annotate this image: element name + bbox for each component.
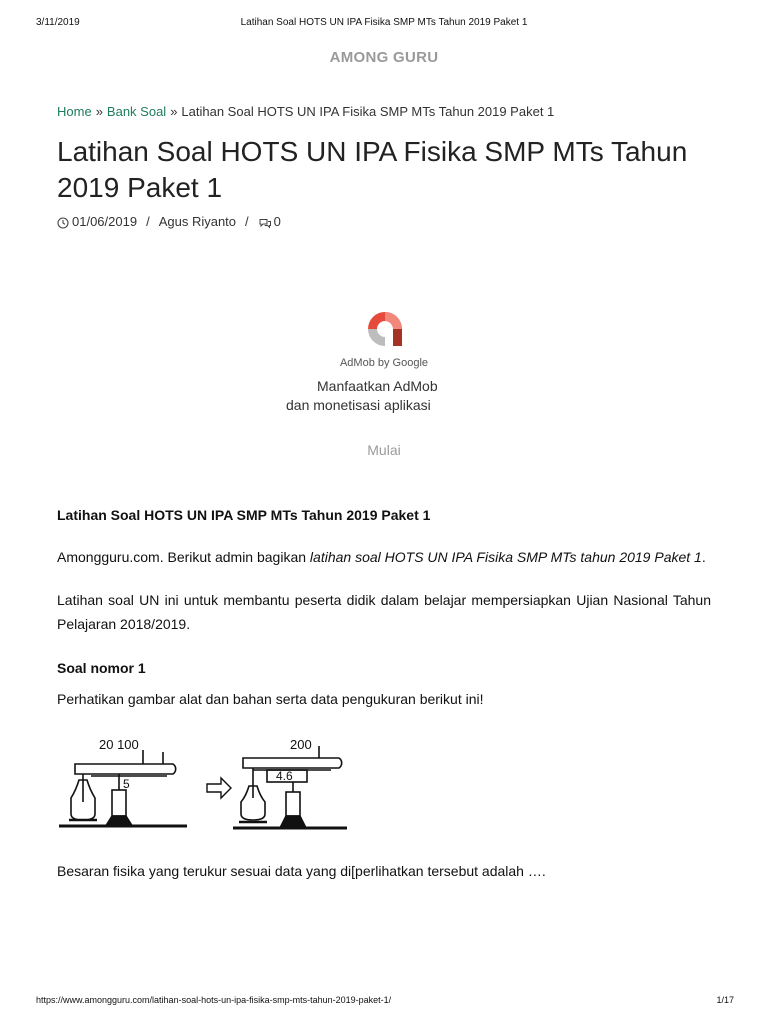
balance-illustration (57, 732, 357, 836)
breadcrumb-current: Latihan Soal HOTS UN IPA Fisika SMP MTs Tahun 2019 Paket 1 (181, 104, 555, 119)
breadcrumb-home-link[interactable]: Home (57, 104, 92, 119)
right-scale-top: 200 (290, 737, 312, 752)
meta-separator: / (245, 214, 249, 229)
print-url: https://www.amongguru.com/latihan-soal-hots-un-ipa-fisika-smp-mts-tahun-2019-paket-1/ (36, 995, 392, 1005)
print-title: Latihan Soal HOTS UN IPA Fisika SMP MTs Tahun 2019 Paket 1 (240, 17, 528, 28)
ad-banner[interactable] (0, 304, 768, 464)
soal-heading: Soal nomor 1 (57, 660, 146, 676)
meta-separator: / (146, 214, 150, 229)
article-intro (57, 545, 711, 569)
post-title: Latihan Soal HOTS UN IPA Fisika SMP MTs Tahun 2019 Paket 1 (57, 136, 688, 203)
admob-logo-icon (362, 306, 408, 357)
article-heading: Latihan Soal HOTS UN IPA SMP MTs Tahun 2019 Paket 1 (57, 507, 431, 523)
breadcrumb-separator: » (170, 104, 178, 119)
intro-italic: latihan soal HOTS UN IPA Fisika SMP MTs tahun 2019 Paket 1 (309, 549, 702, 565)
ad-subline: dan monetisasi aplikasi (286, 397, 431, 413)
print-header (0, 17, 768, 31)
print-date: 3/11/2019 (36, 17, 80, 28)
intro-end: . (701, 549, 706, 565)
question-text: Besaran fisika yang terukur sesuai data yang di[perlihatkan tersebut adalah …. (57, 863, 546, 879)
post-date[interactable]: 01/06/2019 (72, 214, 138, 229)
breadcrumb-category-link[interactable]: Bank Soal (106, 104, 167, 119)
article-content (57, 503, 711, 883)
post-author[interactable]: Agus Riyanto (158, 214, 237, 229)
comment-icon (258, 214, 272, 229)
post-meta (57, 214, 281, 229)
breadcrumb (57, 104, 554, 119)
ad-cta-button[interactable]: Mulai (367, 442, 401, 458)
page-number: 1/17 (716, 995, 734, 1005)
left-scale-top: 20 100 (99, 737, 139, 752)
right-scale-bottom: 4.6 (276, 769, 293, 783)
article-paragraph: Latihan soal UN ini untuk membantu peserta didik dalam belajar mempersiapkan Ujian Nasional Tahun Pelajaran 2018/2019. (57, 592, 711, 632)
print-footer (0, 995, 768, 1009)
site-name[interactable]: AMONG GURU (329, 49, 439, 66)
soal-text: Perhatikan gambar alat dan bahan serta data pengukuran berikut ini! (57, 691, 484, 707)
ad-headline: Manfaatkan AdMob (317, 378, 438, 394)
intro-text: Amongguru.com. Berikut admin bagikan (57, 549, 310, 565)
clock-icon (57, 214, 69, 229)
breadcrumb-separator: » (95, 104, 103, 119)
ad-brand: AdMob by Google (339, 357, 429, 369)
soal-figure (57, 732, 357, 836)
comment-count[interactable]: 0 (273, 214, 281, 229)
left-scale-bottom: 5 (123, 777, 130, 791)
